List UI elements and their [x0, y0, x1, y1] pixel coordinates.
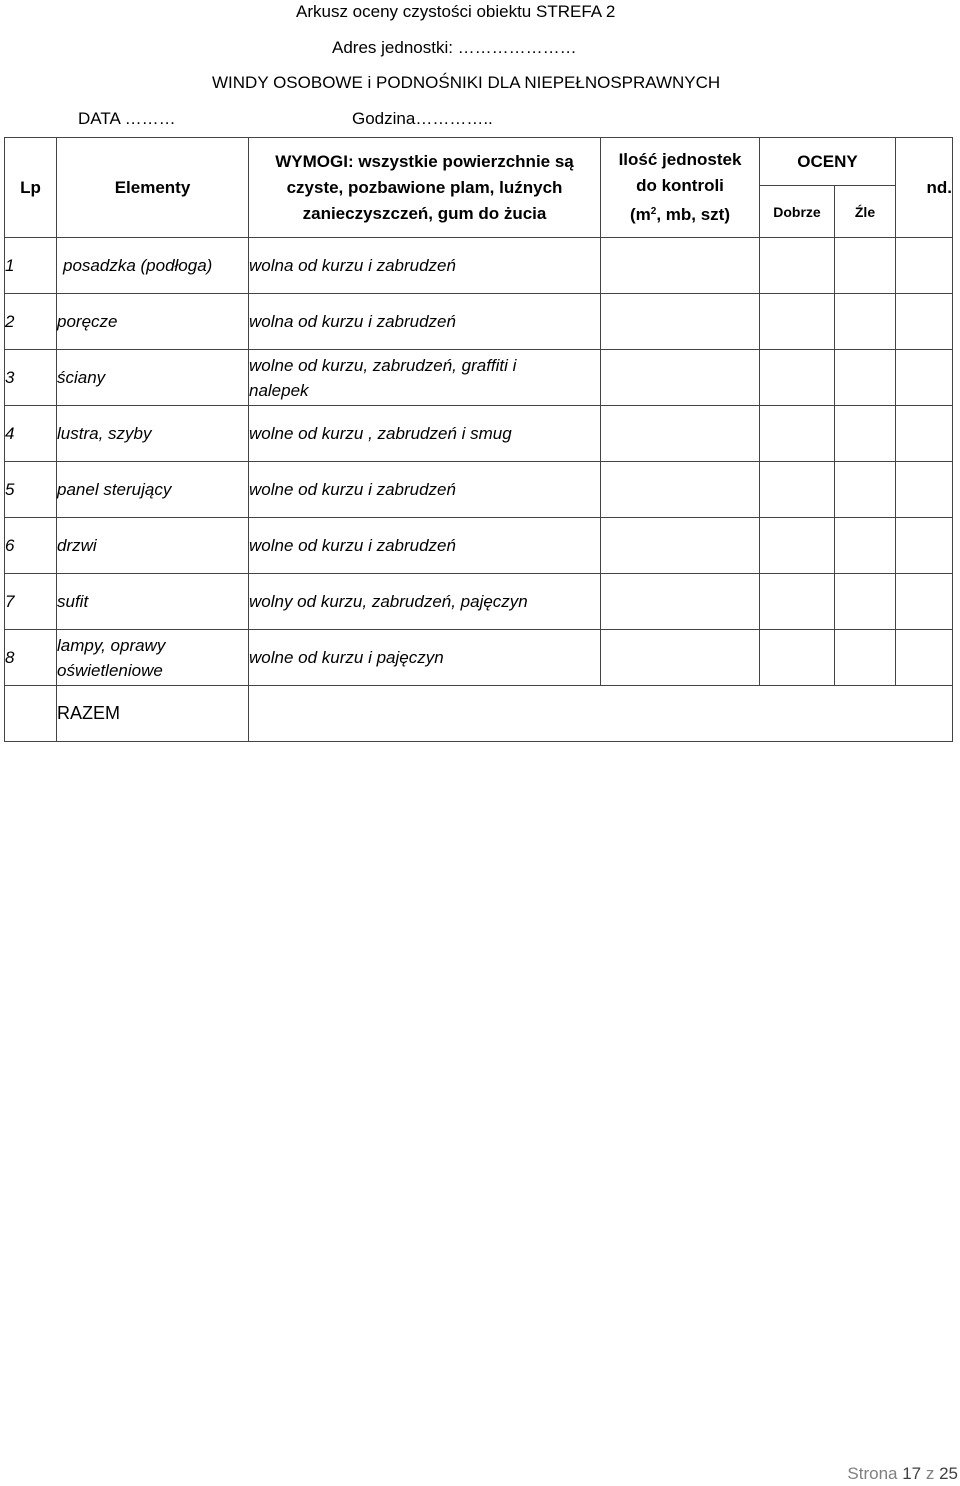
- header-requirements: WYMOGI: wszystkie powierzchnie są czyste, pozbawione plam, luźnych zanieczyszczeń, gum do żucia: [249, 138, 601, 238]
- cell-bad[interactable]: [835, 518, 896, 574]
- cell-nd[interactable]: [896, 238, 953, 294]
- row-requirement: wolne od kurzu i pajęczyn: [249, 630, 601, 686]
- sheet-title: Arkusz oceny czystości obiektu STREFA 2: [296, 2, 616, 21]
- header-quantity-line2: do kontroli: [636, 176, 724, 195]
- table-header-row: [5, 138, 953, 186]
- row-requirement: wolny od kurzu, zabrudzeń, pajęczyn: [249, 574, 601, 630]
- row-element: drzwi: [57, 518, 249, 574]
- row-number: 1: [5, 238, 57, 294]
- cell-good[interactable]: [760, 406, 835, 462]
- cell-good[interactable]: [760, 630, 835, 686]
- section-title: WINDY OSOBOWE i PODNOŚNIKI DLA NIEPEŁNOSPRAWNYCH: [212, 73, 721, 92]
- row-number: 7: [5, 574, 57, 630]
- cell-quantity[interactable]: [601, 462, 760, 518]
- cell-quantity[interactable]: [601, 518, 760, 574]
- header-nd: nd.: [896, 138, 953, 238]
- header-good: Dobrze: [760, 186, 835, 238]
- row-element: lustra, szyby: [57, 406, 249, 462]
- row-element: ściany: [57, 350, 249, 406]
- cell-nd[interactable]: [896, 350, 953, 406]
- row-element: poręcze: [57, 294, 249, 350]
- table-row: [5, 462, 953, 518]
- table-row: [5, 406, 953, 462]
- cell-nd[interactable]: [896, 574, 953, 630]
- row-number: 6: [5, 518, 57, 574]
- row-requirement: wolne od kurzu, zabrudzeń, graffiti i nalepek: [249, 350, 601, 406]
- row-element: lampy, oprawy oświetleniowe: [57, 630, 249, 686]
- row-number: 3: [5, 350, 57, 406]
- hour-field: Godzina…………..: [352, 109, 493, 128]
- cell-bad[interactable]: [835, 630, 896, 686]
- header-quantity: [601, 138, 760, 238]
- header-quantity-line1: Ilość jednostek: [618, 150, 742, 169]
- table-row: [5, 294, 953, 350]
- table-row: [5, 238, 953, 294]
- cell-bad[interactable]: [835, 238, 896, 294]
- cell-good[interactable]: [760, 350, 835, 406]
- unit-address: Adres jednostki: …………………: [332, 38, 577, 57]
- row-requirement: wolne od kurzu i zabrudzeń: [249, 518, 601, 574]
- cell-nd[interactable]: [896, 294, 953, 350]
- total-value-cell[interactable]: [249, 686, 953, 742]
- header-elements: Elementy: [57, 138, 249, 238]
- header-quantity-line3: ($m^2$, mb, szt): [629, 205, 730, 224]
- table-row: [5, 630, 953, 686]
- table-row: [5, 518, 953, 574]
- row-requirement: wolne od kurzu i zabrudzeń: [249, 462, 601, 518]
- date-field: DATA ………: [78, 109, 176, 128]
- cell-quantity[interactable]: [601, 238, 760, 294]
- header-bad: Źle: [835, 186, 896, 238]
- cell-good[interactable]: [760, 574, 835, 630]
- row-number: 4: [5, 406, 57, 462]
- total-label: RAZEM: [57, 686, 249, 742]
- cell-good[interactable]: [760, 238, 835, 294]
- cell-bad[interactable]: [835, 294, 896, 350]
- row-requirement: wolna od kurzu i zabrudzeń: [249, 238, 601, 294]
- row-number: 2: [5, 294, 57, 350]
- assessment-table: [4, 137, 953, 742]
- header-lp: Lp: [5, 138, 57, 238]
- table-row: [5, 350, 953, 406]
- cell-good[interactable]: [760, 518, 835, 574]
- cell-nd[interactable]: [896, 462, 953, 518]
- row-requirement: wolne od kurzu , zabrudzeń i smug: [249, 406, 601, 462]
- cell-bad[interactable]: [835, 574, 896, 630]
- cell-quantity[interactable]: [601, 350, 760, 406]
- row-requirement: wolna od kurzu i zabrudzeń: [249, 294, 601, 350]
- cell-bad[interactable]: [835, 406, 896, 462]
- total-lp-cell: [5, 686, 57, 742]
- cell-nd[interactable]: [896, 406, 953, 462]
- total-row: [5, 686, 953, 742]
- row-number: 5: [5, 462, 57, 518]
- cell-quantity[interactable]: [601, 406, 760, 462]
- cell-nd[interactable]: [896, 630, 953, 686]
- header-ratings: OCENY: [760, 138, 896, 186]
- cell-quantity[interactable]: [601, 630, 760, 686]
- table-row: [5, 574, 953, 630]
- page-number: Strona 17 z 25: [847, 1464, 958, 1483]
- cell-good[interactable]: [760, 462, 835, 518]
- cell-good[interactable]: [760, 294, 835, 350]
- cell-quantity[interactable]: [601, 294, 760, 350]
- row-element: posadzka (podłoga): [57, 238, 249, 294]
- cell-bad[interactable]: [835, 462, 896, 518]
- cell-quantity[interactable]: [601, 574, 760, 630]
- cell-nd[interactable]: [896, 518, 953, 574]
- cell-bad[interactable]: [835, 350, 896, 406]
- row-element: panel sterujący: [57, 462, 249, 518]
- row-number: 8: [5, 630, 57, 686]
- row-element: sufit: [57, 574, 249, 630]
